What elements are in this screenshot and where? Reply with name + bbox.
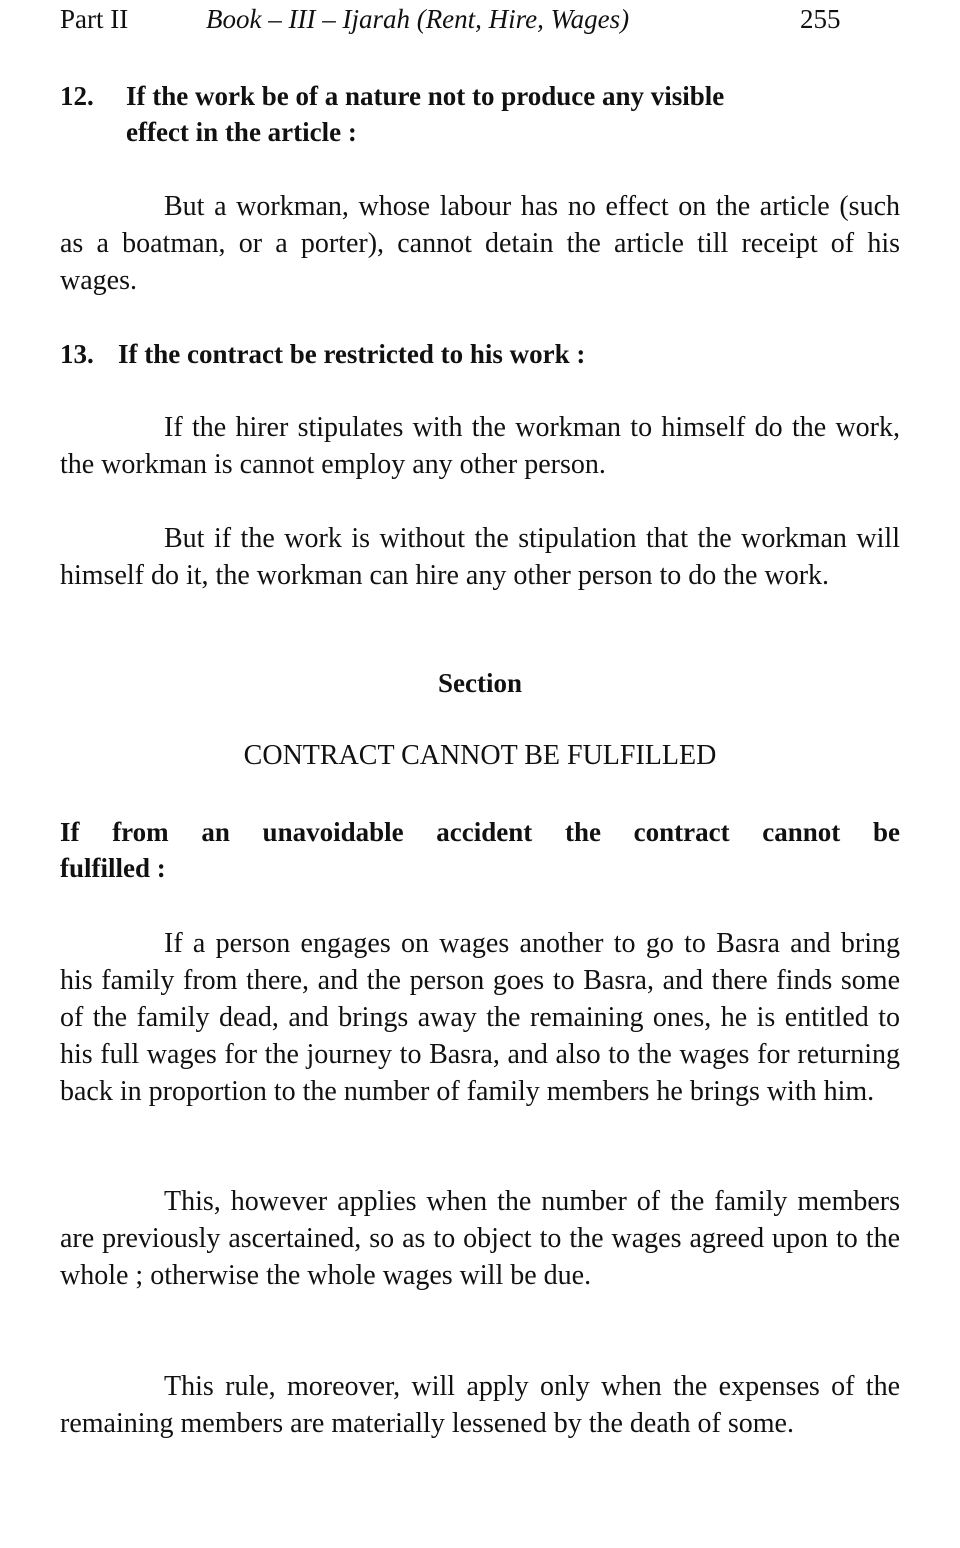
section-label: Section (438, 668, 522, 698)
heading-accident (60, 814, 900, 886)
accident-paragraph-3: This rule, moreover, will apply only when the expenses of the remaining members are materially lessened by the death of some. (60, 1371, 900, 1439)
header-part: Part II (60, 4, 129, 34)
accident-title-line2: fulfilled : (60, 853, 166, 883)
section-13-title: If the contract be restricted to his work : (118, 339, 586, 369)
header-book-title: Book – III – Ijarah (Rent, Hire, Wages) (206, 4, 630, 34)
section-13-paragraph-2: But if the work is without the stipulation that the workman will himself do it, the workman can hire any other person to do the work. (60, 523, 900, 591)
heading-section-12 (60, 78, 900, 150)
section-12-title-line2: effect in the article : (126, 117, 357, 147)
heading-section-13 (60, 336, 900, 372)
section-title: CONTRACT CANNOT BE FULFILLED (243, 740, 717, 771)
section-12-number: 12. (60, 81, 94, 111)
section-13-number: 13. (60, 339, 94, 369)
section-12-title-line1: If the work be of a nature not to produce any visible (126, 81, 725, 111)
accident-title-line1: If from an unavoidable accident the contract cannot be (60, 817, 900, 847)
running-header (60, 4, 900, 40)
accident-paragraph-2: This, however applies when the number of the family members are previously ascertained, so as to object to the wages agreed upon to the whole ; otherwise the whole wages will be due. (60, 1186, 900, 1291)
accident-paragraph-1: If a person engages on wages another to go to Basra and bring his family from there, and the person goes to Basra, and there finds some of the family dead, and brings away the remaining ones, he is entitled to his full wages for the journey to Basra, and also to the wages for returning back in proportion to the number of family members he brings with him. (60, 928, 900, 1107)
section-12-paragraph: But a workman, whose labour has no effect on the article (such as a boatman, or a porter), cannot detain the article till receipt of his wages. (60, 191, 900, 296)
section-13-paragraph-1: If the hirer stipulates with the workman to himself do the work, the workman is cannot employ any other person. (60, 412, 900, 480)
page-number: 255 (800, 4, 841, 34)
